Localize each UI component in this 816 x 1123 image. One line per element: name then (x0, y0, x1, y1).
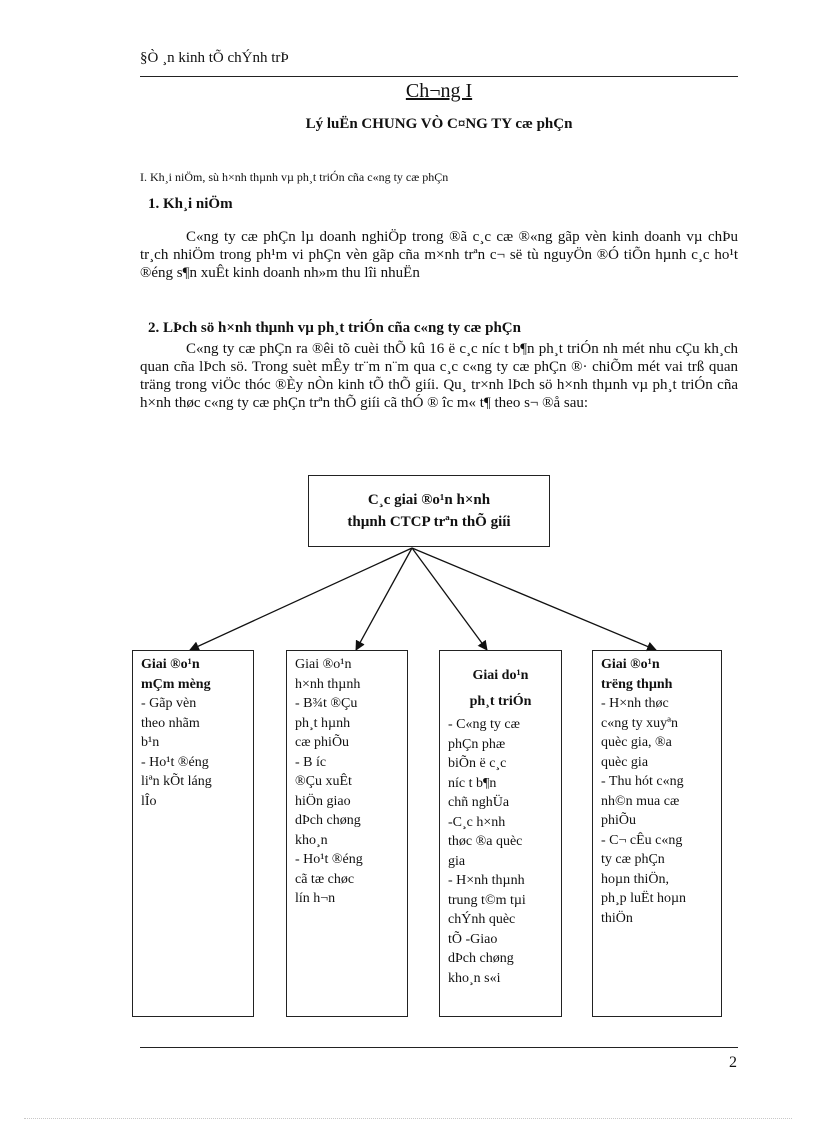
stage-box-3 (439, 650, 562, 1017)
arrow-to-stage-2 (356, 548, 412, 650)
document-header: §Ò ¸n kinh tÕ chÝnh trÞ (140, 50, 289, 66)
diagram-root-line2: thµnh CTCP trªn thÕ giíi (347, 514, 511, 530)
subsection-1-paragraph: C«ng ty cæ phÇn lµ doanh nghiÖp trong ®ã c¸c cæ ®«ng gãp vèn kinh doanh vµ chÞu tr¸ch nhiÖm trong ph¹m vi phÇn vèn gãp cña m×nh trªn c¬ së tù nguyÖn ®Ó tiÕn hµnh c¸c ho¹t ®éng s¶n xuÊt kinh doanh nh»m thu lîi nhuËn (140, 229, 738, 281)
footer-divider (140, 1047, 738, 1048)
stage-2-body: Giai ®o¹n h×nh thµnh - B¾t ®Çu ph¸t hµnh cæ phiÕu - B íc ®Çu xuÊt hiÖn giao dÞch chøng kho¸n - Ho¹t ®éng cã tæ chøc lín h¬n (295, 657, 363, 906)
stage-1-title: Giai ®o¹n mÇm mèng (141, 657, 211, 692)
stage-box-1 (132, 650, 254, 1017)
stage-1-body: - Gãp vèn theo nhãm b¹n - Ho¹t ®éng liªn kÕt láng lÎo (141, 696, 212, 809)
chapter-title: Ch¬ng I (405, 80, 473, 102)
section-heading: I. Kh¸i niÖm, sù h×nh thµnh vµ ph¸t triÓn cña c«ng ty cæ phÇn (140, 170, 449, 184)
subsection-2-heading: 2. LÞch sö h×nh thµnh vµ ph¸t triÓn cña c«ng ty cæ phÇn (148, 320, 521, 336)
stage-3-title: Giai do¹n ph¸t triÓn (469, 668, 532, 709)
chapter-subtitle: Lý luËn CHUNG VÒ C¤NG TY cæ phÇn (305, 116, 573, 132)
subsection-1-heading: 1. Kh¸i niÖm (148, 196, 233, 212)
arrow-to-stage-1 (190, 548, 412, 650)
subsection-2-paragraph: C«ng ty cæ phÇn ra ®êi tõ cuèi thÕ kû 16 ë c¸c níc t b¶n ph¸t triÓn nh mét nhu cÇu kh¸ch quan cña lÞch sö. Trong suèt mÊy tr¨m n¨m qua c¸c c«ng ty cæ phÇn ®· chiÕm mét vai trß quan träng trong viÖc thóc ®Èy nÒn kinh tÕ thÕ giíi. Qu¸ tr×nh lÞch sö h×nh thµnh vµ ph¸t triÓn cña h×nh thøc c«ng ty cæ phÇn trªn thÕ giíi cã thÓ ® îc m« t¶ theo s¬ ®å sau: (140, 341, 738, 411)
stage-4-body: - H×nh thøc c«ng ty xuyªn quèc gia, ®a quèc gia - Thu hót c«ng nh©n mua cæ phiÕu - C¬ cÊu c«ng ty cæ phÇn hoµn thiÖn, ph¸p luËt hoµn thiÖn (601, 696, 687, 926)
arrow-to-stage-4 (412, 548, 656, 650)
page-number: 2 (729, 1054, 737, 1071)
stage-box-4 (592, 650, 722, 1017)
stage-3-body: - C«ng ty cæ phÇn phæ biÕn ë c¸c níc t b¶n chñ nghÜa -C¸c h×nh thøc ®a quèc gia - H×nh thµnh trung t©m tµi chÝnh quèc tÕ -Giao dÞch chøng kho¸n s«i (448, 717, 526, 986)
stage-box-2 (286, 650, 408, 1017)
stage-4-title: Giai ®o¹n trëng thµnh (601, 657, 673, 692)
diagram-root-line1: C¸c giai ®o¹n h×nh (367, 492, 491, 508)
page-bottom-dotted-line (24, 1118, 792, 1119)
